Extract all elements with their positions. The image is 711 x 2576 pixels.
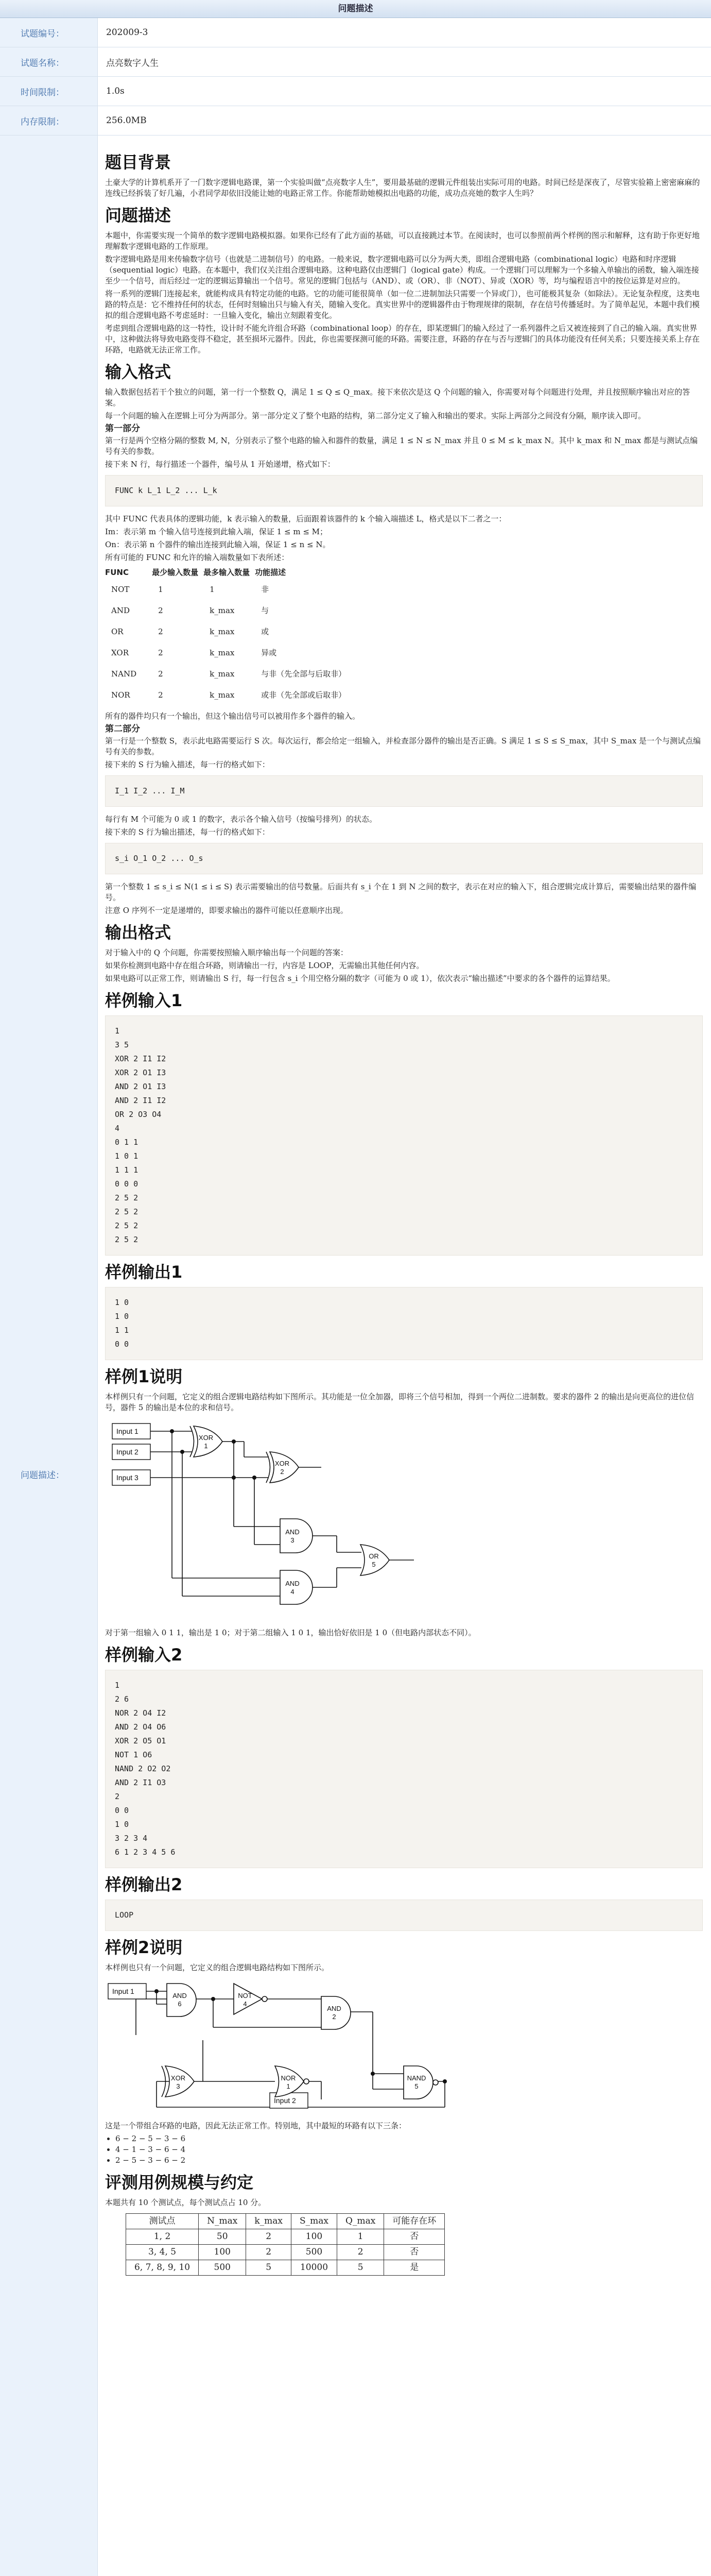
table-row xyxy=(105,600,361,621)
info-row-id xyxy=(0,18,711,47)
table-cell: 500 xyxy=(291,2245,337,2260)
paragraph: 第一行是一个整数 S，表示此电路需要运行 S 次。每次运行，都会给定一组输入，并检查部分器件的输出是否正确。S 满足 1 ≤ S ≤ S_max，其中 S_max 是一个与测试点编号有关的参数。 xyxy=(105,736,701,756)
paragraph: 这是一个带组合环路的电路，因此无法正常工作。特别地，其中最短的环路有以下三条： xyxy=(105,2121,407,2130)
info-value: 点亮数字人生 xyxy=(106,58,159,69)
gate-type: XOR xyxy=(198,1434,214,1442)
section-heading: 样例输出1 xyxy=(105,1262,183,1282)
table-header: N_max xyxy=(199,2214,246,2229)
table-cell: 异或 xyxy=(261,648,277,657)
page-title: 问题描述 xyxy=(0,0,711,18)
table-cell: 2 xyxy=(246,2245,291,2260)
table-cell: 否 xyxy=(384,2229,445,2245)
table-cell: 6, 7, 8, 9, 10 xyxy=(126,2260,199,2276)
section-heading: 题目背景 xyxy=(105,152,171,172)
subheading: 第一部分 xyxy=(105,423,140,434)
info-row-name xyxy=(0,47,711,77)
input-label: Input 1 xyxy=(116,1427,138,1435)
paragraph: 每行有 M 个可能为 0 或 1 的数字，表示各个输入信号（按编号排列）的状态。 xyxy=(105,815,377,824)
table-cell: AND xyxy=(111,606,130,615)
paragraph: 如果你检测到电路中存在组合环路，则请输出一行，内容是 LOOP，无需输出其他任何内容。 xyxy=(105,961,424,970)
paragraph: 本题共有 10 个测试点，每个测试点占 10 分。 xyxy=(105,2198,266,2207)
paragraph: 所有可能的 FUNC 和允许的输入端数量如下表所述： xyxy=(105,553,289,562)
info-value: 202009-3 xyxy=(106,27,148,38)
table-cell: 5 xyxy=(246,2260,291,2276)
table-cell: 1 xyxy=(158,585,163,594)
paragraph: 数字逻辑电路是用来传输数字信号（也就是二进制信号）的电路。一般来说，数字逻辑电路可以分为两大类，即组合逻辑电路（combinational logic）电路和时序逻辑（sequential logic）电路。在本题中，我们仅关注组合逻辑电路。这种电路仅由逻辑门（logical gate）构成。一个逻辑门可以理解为一个多输入单输出的函数，输入端连接至少一个信号，而后经过一定的逻辑运算输出一个信号。常见的逻辑门包括与（AND）、或（OR）、非（NOT）、异或（XOR）等，均与编程语言中的按位运算是对应的。 xyxy=(105,255,699,285)
table-header: Q_max xyxy=(337,2214,384,2229)
paragraph: 本样例只有一个问题，它定义的组合逻辑电路结构如下图所示。其功能是一位全加器，即将三个信号相加，得到一个两位二进制数。要求的器件 2 的输出是向更高位的进位信号，器件 5 的输出是本位的求和信号。 xyxy=(105,1392,695,1412)
gate-type: AND xyxy=(172,1992,187,1999)
section-heading: 样例1说明 xyxy=(105,1367,183,1386)
section-heading: 问题描述 xyxy=(105,206,171,225)
paragraph: 第一个整数 1 ≤ s_i ≤ N(1 ≤ i ≤ S) 表示需要输出的信号数量。后面共有 s_i 个在 1 到 N 之间的数字，表示在对应的输入下，组合逻辑完成计算后，需要输出结果的器件编号。 xyxy=(105,882,697,902)
problem-description xyxy=(98,135,711,2576)
table-cell: 50 xyxy=(199,2229,246,2245)
paragraph: 对于第一组输入 0 1 1，输出是 1 0；对于第二组输入 1 0 1，输出恰好依旧是 1 0（但电路内部状态不同）。 xyxy=(105,1628,476,1637)
paragraph: 本样例也只有一个问题，它定义的组合逻辑电路结构如下图所示。 xyxy=(105,1963,330,1972)
table-cell: 1, 2 xyxy=(126,2229,199,2245)
gate-number: 2 xyxy=(280,1468,284,1476)
table-cell: 1 xyxy=(210,585,215,594)
paragraph: 所有的器件均只有一个输出，但这个输出信号可以被用作多个器件的输入。 xyxy=(105,711,360,721)
table-cell: NAND xyxy=(111,669,137,679)
table-cell: 是 xyxy=(384,2260,445,2276)
table-header: FUNC xyxy=(105,568,129,577)
table-row xyxy=(105,642,361,664)
info-row-description xyxy=(0,135,711,2576)
paragraph: 注意 O 序列不一定是递增的，即要求输出的器件可能以任意顺序出现。 xyxy=(105,906,348,915)
table-cell: 或非（先全部或后取非） xyxy=(261,690,346,700)
table-cell: 或 xyxy=(261,627,269,636)
table-header: 最多输入数量 xyxy=(203,568,250,577)
table-cell: 2 xyxy=(246,2229,291,2245)
table-row xyxy=(105,579,361,600)
table-cell: 2 xyxy=(158,669,163,679)
loop-list xyxy=(105,2133,703,2166)
table-cell: XOR xyxy=(111,648,129,657)
paragraph: 接下来的 S 行为输入描述，每一行的格式如下： xyxy=(105,760,270,769)
table-cell: 2 xyxy=(158,648,163,657)
table-cell: 与非（先全部与后取非） xyxy=(261,669,346,679)
table-cell: 2 xyxy=(158,690,163,700)
info-label: 时间限制： xyxy=(0,77,98,106)
section-heading: 样例输出2 xyxy=(105,1875,183,1894)
circuit-diagram-2 xyxy=(105,1978,465,2112)
paragraph: 每一个问题的输入在逻辑上可分为两部分。第一部分定义了整个电路的结构，第二部分定义了输入和输出的要求。实际上两部分之间没有分隔，顺序读入即可。 xyxy=(105,411,646,420)
list-item: • 6 − 2 − 5 − 3 − 6 xyxy=(115,2133,703,2144)
table-row xyxy=(126,2260,445,2276)
table-row xyxy=(105,664,361,685)
table-header: 测试点 xyxy=(126,2214,199,2229)
input-label: Input 2 xyxy=(274,2096,296,2105)
table-cell: 2 xyxy=(158,627,163,636)
func-table xyxy=(105,566,361,706)
table-header: k_max xyxy=(246,2214,291,2229)
table-cell: k_max xyxy=(210,606,235,615)
table-row xyxy=(105,685,361,706)
code-block: s_i O_1 O_2 ... O_s xyxy=(105,843,703,874)
input-label: Input 1 xyxy=(112,1987,134,1995)
table-cell: 100 xyxy=(291,2229,337,2245)
paragraph: 考虑到组合逻辑电路的这一特性，设计时不能允许组合环路（combinational loop）的存在，即某逻辑门的输入经过了一系列器件之后又被连接到了自己的输入端。真实世界中，这种做法将导致电路变得不稳定，甚至损坏元器件。因此，你也需要探测可能的环路。需要注意，环路的存在与否与逻辑门的具体功能没有任何关系；只要连接关系上存在环路，电路就无法正常工作。 xyxy=(105,324,700,354)
code-block: I_1 I_2 ... I_M xyxy=(105,775,703,807)
gate-number: 3 xyxy=(290,1536,294,1544)
gate-type: AND xyxy=(285,1580,300,1587)
table-header: S_max xyxy=(291,2214,337,2229)
sample-output-2: LOOP xyxy=(105,1900,703,1931)
table-cell: 500 xyxy=(199,2260,246,2276)
gate-number: 4 xyxy=(243,2000,247,2008)
table-cell: 3, 4, 5 xyxy=(126,2245,199,2260)
table-cell: 1 xyxy=(337,2229,384,2245)
sample-input-2: 1 2 6 NOR 2 O4 I2 AND 2 O4 O6 XOR 2 O5 O1 NOT 1 O6 NAND 2 O2 O2 AND 2 I1 O3 2 0 0 1 0 3 2 3 4 6 1 2 3 4 5 6 xyxy=(105,1670,703,1868)
table-row xyxy=(126,2229,445,2245)
section-heading: 样例输入1 xyxy=(105,991,183,1010)
paragraph: 如果电路可以正常工作，则请输出 S 行，每一行包含 s_i 个用空格分隔的数字（可能为 0 或 1），依次表示“输出描述”中要求的各个器件的运算结果。 xyxy=(105,974,615,983)
table-cell: 100 xyxy=(199,2245,246,2260)
input-label: Input 3 xyxy=(116,1473,138,1482)
gate-type: XOR xyxy=(170,2074,186,2082)
input-label: Input 2 xyxy=(116,1448,138,1456)
table-cell: 与 xyxy=(261,606,269,615)
table-header: 功能描述 xyxy=(255,568,286,577)
gate-number: 5 xyxy=(372,1561,376,1568)
list-item: On：表示第 n 个器件的输出连接到此输入端，保证 1 ≤ n ≤ N。 xyxy=(105,540,331,549)
table-cell: k_max xyxy=(210,669,235,679)
gate-number: 2 xyxy=(332,2013,336,2021)
sample-output-1: 1 0 1 0 1 1 0 0 xyxy=(105,1287,703,1360)
list-item: Im：表示第 m 个输入信号连接到此输入端，保证 1 ≤ m ≤ M； xyxy=(105,527,328,536)
gate-number: 5 xyxy=(414,2082,419,2090)
table-cell: k_max xyxy=(210,690,235,700)
info-label: 内存限制： xyxy=(0,106,98,135)
table-cell: k_max xyxy=(210,627,235,636)
problem-info-table xyxy=(0,18,711,2576)
table-header-row xyxy=(126,2214,445,2229)
table-cell: 2 xyxy=(158,606,163,615)
table-cell: 2 xyxy=(337,2245,384,2260)
paragraph: 本题中，你需要实现一个简单的数字逻辑电路模拟器。如果你已经有了此方面的基础，可以直接跳过本节。在阅读时，也可以参照前两个样例的图示和解释，这有助于你更好地理解数字逻辑电路的工作原理。 xyxy=(105,231,700,251)
section-heading: 评测用例规模与约定 xyxy=(105,2173,254,2192)
paragraph: 土豪大学的计算机系开了一门数字逻辑电路课，第一个实验叫做“点亮数字人生”，要用最基础的逻辑元件组装出实际可用的电路。时间已经是深夜了，尽管实验箱上密密麻麻的连线已经拆装了好几遍，小君同学却依旧没能让她的电路正常工作。你能帮助她模拟出电路的功能，成功点亮她的数字人生吗？ xyxy=(105,178,700,198)
subheading: 第二部分 xyxy=(105,724,140,734)
list-item: • 4 − 1 − 3 − 6 − 4 xyxy=(115,2144,703,2155)
table-cell: NOR xyxy=(111,690,130,700)
gate-type: OR xyxy=(369,1552,379,1560)
info-label: 试题编号： xyxy=(0,18,98,47)
table-cell: k_max xyxy=(210,648,235,657)
section-heading: 输出格式 xyxy=(105,923,171,942)
info-row-time xyxy=(0,77,711,106)
section-heading: 输入格式 xyxy=(105,362,171,382)
paragraph: 其中 FUNC 代表具体的逻辑功能，k 表示输入的数量，后面跟着该器件的 k 个输入端描述 L，格式是以下二者之一： xyxy=(105,514,507,523)
info-row-memory xyxy=(0,106,711,135)
info-value: 256.0MB xyxy=(106,115,147,126)
gate-number: 6 xyxy=(178,2000,182,2008)
gate-number: 3 xyxy=(176,2082,180,2090)
paragraph: 对于输入中的 Q 个问题，你需要按照输入顺序输出每一个问题的答案： xyxy=(105,948,348,957)
circuit-diagram-1 xyxy=(105,1418,435,1619)
gate-number: 4 xyxy=(290,1588,294,1596)
paragraph: 接下来的 S 行为输出描述，每一行的格式如下： xyxy=(105,827,270,837)
paragraph: 接下来 N 行，每行描述一个器件，编号从 1 开始递增，格式如下： xyxy=(105,460,335,469)
code-block: FUNC k L_1 L_2 ... L_k xyxy=(105,475,703,506)
gate-type: AND xyxy=(327,2005,341,2012)
gate-type: NOT xyxy=(238,1992,252,1999)
gate-type: NOR xyxy=(281,2074,296,2082)
paragraph: 输入数据包括若干个独立的问题，第一行一个整数 Q，满足 1 ≤ Q ≤ Q_max。接下来依次是这 Q 个问题的输入，你需要对每个问题进行处理，并且按照顺序输出对应的答案。 xyxy=(105,387,690,408)
table-cell: 10000 xyxy=(291,2260,337,2276)
table-header: 最少输入数量 xyxy=(152,568,199,577)
info-label: 试题名称： xyxy=(0,47,98,76)
section-heading: 样例输入2 xyxy=(105,1645,183,1665)
paragraph: 第一行是两个空格分隔的整数 M, N，分别表示了整个电路的输入和器件的数量，满足 1 ≤ N ≤ N_max 并且 0 ≤ M ≤ k_max N。其中 k_max 和 N_max 都是与测试点编号有关的参数。 xyxy=(105,436,698,456)
table-header: 可能存在环 xyxy=(384,2214,445,2229)
table-cell: OR xyxy=(111,627,124,636)
scale-table xyxy=(126,2213,445,2276)
gate-number: 1 xyxy=(286,2082,290,2090)
table-cell: 非 xyxy=(261,585,269,594)
section-heading: 样例2说明 xyxy=(105,1938,183,1957)
info-label: 问题描述： xyxy=(0,135,98,2576)
gate-type: AND xyxy=(285,1528,300,1536)
list-item: • 2 − 5 − 3 − 6 − 2 xyxy=(115,2155,703,2166)
gate-number: 1 xyxy=(204,1442,208,1450)
table-row xyxy=(126,2245,445,2260)
gate-type: NAND xyxy=(407,2074,426,2082)
table-cell: 否 xyxy=(384,2245,445,2260)
gate-type: XOR xyxy=(274,1460,290,1467)
table-cell: NOT xyxy=(111,585,130,594)
table-header-row xyxy=(105,566,361,579)
paragraph: 将一系列的逻辑门连接起来，就能构成具有特定功能的电路。它的功能可能很简单（如一位二进制加法只需要一个异或门），也可能极其复杂（如除法）。无论复杂程度，这类电路的特点是：它不维持任何的状态，任何时刻输出只与输入有关，随输入变化。真实世界中的逻辑器件由于物理规律的限制，存在信号传播延时。为了简单起见，本题中我们模拟的组合逻辑电路不考虑延时：一旦输入变化，输出立刻跟着变化。 xyxy=(105,289,700,320)
sample-input-1: 1 3 5 XOR 2 I1 I2 XOR 2 O1 I3 AND 2 O1 I3 AND 2 I1 I2 OR 2 O3 O4 4 0 1 1 1 0 1 1 1 1 0 0 0 2 5 2 2 5 2 2 5 2 2 5 2 xyxy=(105,1015,703,1256)
table-row xyxy=(105,621,361,642)
table-cell: 5 xyxy=(337,2260,384,2276)
info-value: 1.0s xyxy=(106,86,125,96)
